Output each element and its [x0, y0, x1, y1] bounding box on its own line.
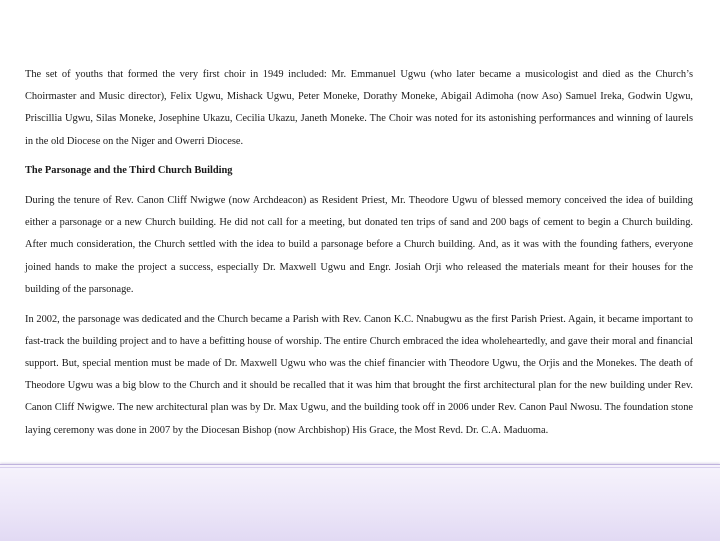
section-heading: The Parsonage and the Third Church Building	[25, 165, 233, 177]
paragraph-parish: In 2002, the parsonage was dedicated and the Church became a Parish with Rev. Canon K.C. Nnabugwu as the first Parish Priest. Again, it became important to fast-track the building project and to have a befitting house of worship. The entire Church embraced the idea wholeheartedly, and gave their moral and financial support. But, special mention must be made of Dr. Maxwell Ugwu who was the chief financier with Theodore Ugwu, the Orjis and the Monekes. The death of Theodore Ugwu was a big blow to the Church and it should be recalled that it was him that brought the first architectural plan for the new building under Rev. Canon Cliff Nwigwe. The new architectural plan was by Dr. Max Ugwu, and the building took off in 2006 under Rev. Canon Paul Nwosu. The foundation stone laying ceremony was done in 2007 by the Diocesan Bishop (now Archbishop) His Grace, the Most Revd. Dr. C.A. Maduoma.	[25, 313, 693, 436]
paragraph-first-choir: The set of youths that formed the very first choir in 1949 included: Mr. Emmanuel Ugwu (who later became a musicologist and died as the Church’s Choirmaster and Music director), Felix Ugwu, Mishack Ugwu, Peter Moneke, Dorathy Moneke, Abigail Adimoha (now Aso) Samuel Ireka, Godwin Ugwu, Priscillia Ugwu, Silas Moneke, Josephine Ukazu, Cecilia Ukazu, Janeth Moneke. The Choir was noted for its astonishing performances and winning of laurels in the old Diocese on the Niger and Owerri Diocese.	[25, 69, 693, 147]
paragraph-parsonage: During the tenure of Rev. Canon Cliff Nwigwe (now Archdeacon) as Resident Priest, Mr. Theodore Ugwu of blessed memory conceived the idea of building either a parsonage or a new Church building. He did not call for a meeting, but donated ten trips of sand and 200 bags of cement to begin a Church building. After much consideration, the Church settled with the idea to build a parsonage before a Church building. And, as it was with the founding fathers, everyone joined hands to make the project a success, especially Dr. Maxwell Ugwu and Engr. Josiah Orji who released the materials meant for their houses for the building of the parsonage.	[25, 195, 693, 295]
document-body	[25, 64, 693, 449]
footer-divider	[0, 467, 720, 468]
footer-band	[0, 464, 720, 541]
